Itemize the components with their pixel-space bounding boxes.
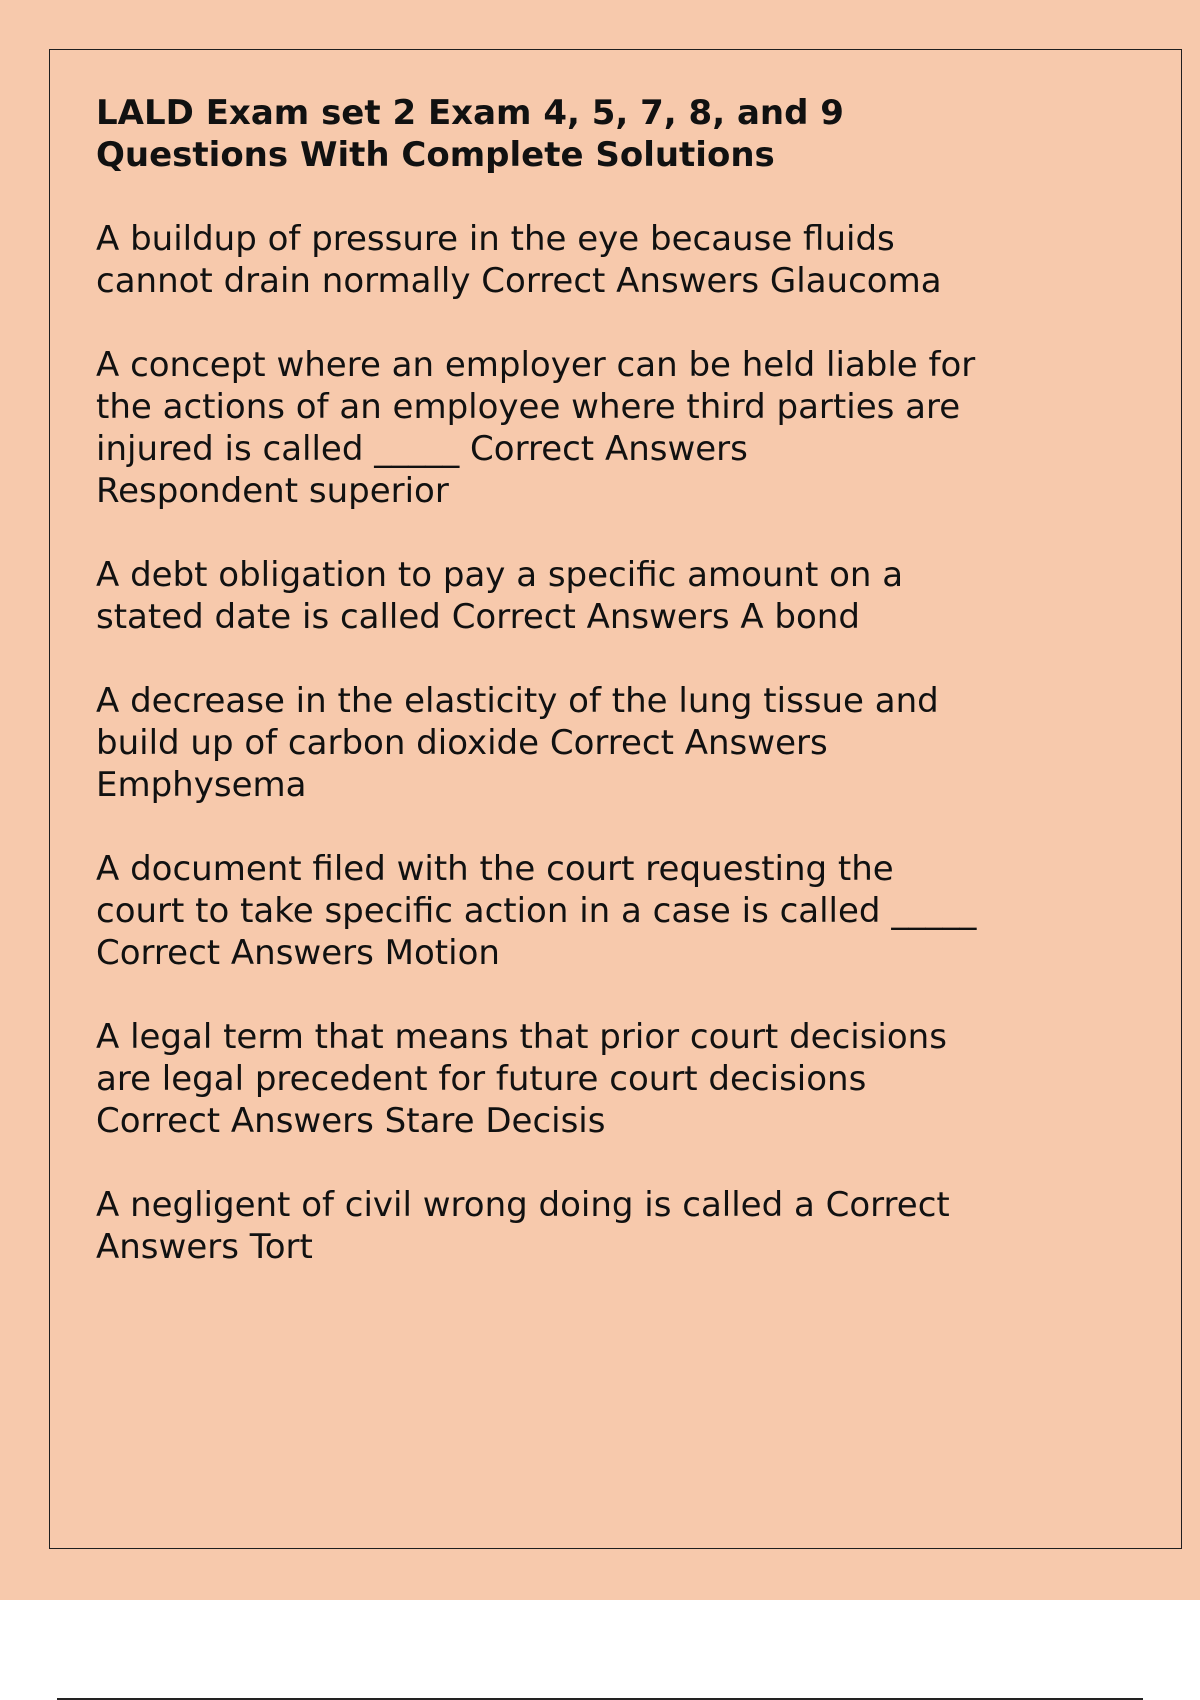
qa-item (96, 554, 1096, 638)
qa-item (96, 1016, 1096, 1142)
qa-line: Emphysema (96, 765, 307, 805)
qa-line: court to take specific action in a case is called _____ (96, 891, 977, 931)
qa-line: Correct Answers Stare Decisis (96, 1101, 606, 1141)
qa-line: A decrease in the elasticity of the lung tissue and (96, 681, 939, 721)
qa-line: Respondent superior (96, 471, 449, 511)
qa-line: are legal precedent for future court decisions (96, 1059, 867, 1099)
document-content (96, 92, 1096, 1310)
qa-line: the actions of an employee where third parties are (96, 387, 961, 427)
qa-line: A buildup of pressure in the eye because fluids (96, 219, 895, 259)
qa-line: A legal term that means that prior court decisions (96, 1017, 947, 1057)
qa-line: Correct Answers Motion (96, 933, 500, 973)
qa-line: build up of carbon dioxide Correct Answers (96, 723, 828, 763)
qa-line: A negligent of civil wrong doing is called a Correct (96, 1185, 950, 1225)
qa-line: cannot drain normally Correct Answers Glaucoma (96, 261, 942, 301)
qa-line: injured is called _____ Correct Answers (96, 429, 748, 469)
title-line: LALD Exam set 2 Exam 4, 5, 7, 8, and 9 (96, 93, 844, 133)
qa-line: A document filed with the court requesting the (96, 849, 894, 889)
qa-line: Answers Tort (96, 1227, 313, 1267)
qa-line: stated date is called Correct Answers A bond (96, 597, 860, 637)
qa-item (96, 680, 1096, 806)
qa-item (96, 344, 1096, 512)
qa-item (96, 1184, 1096, 1268)
qa-item (96, 218, 1096, 302)
qa-line: A concept where an employer can be held liable for (96, 345, 976, 385)
qa-line: A debt obligation to pay a specific amount on a (96, 555, 904, 595)
qa-item (96, 848, 1096, 974)
document-title (96, 92, 1096, 176)
title-line: Questions With Complete Solutions (96, 135, 775, 175)
